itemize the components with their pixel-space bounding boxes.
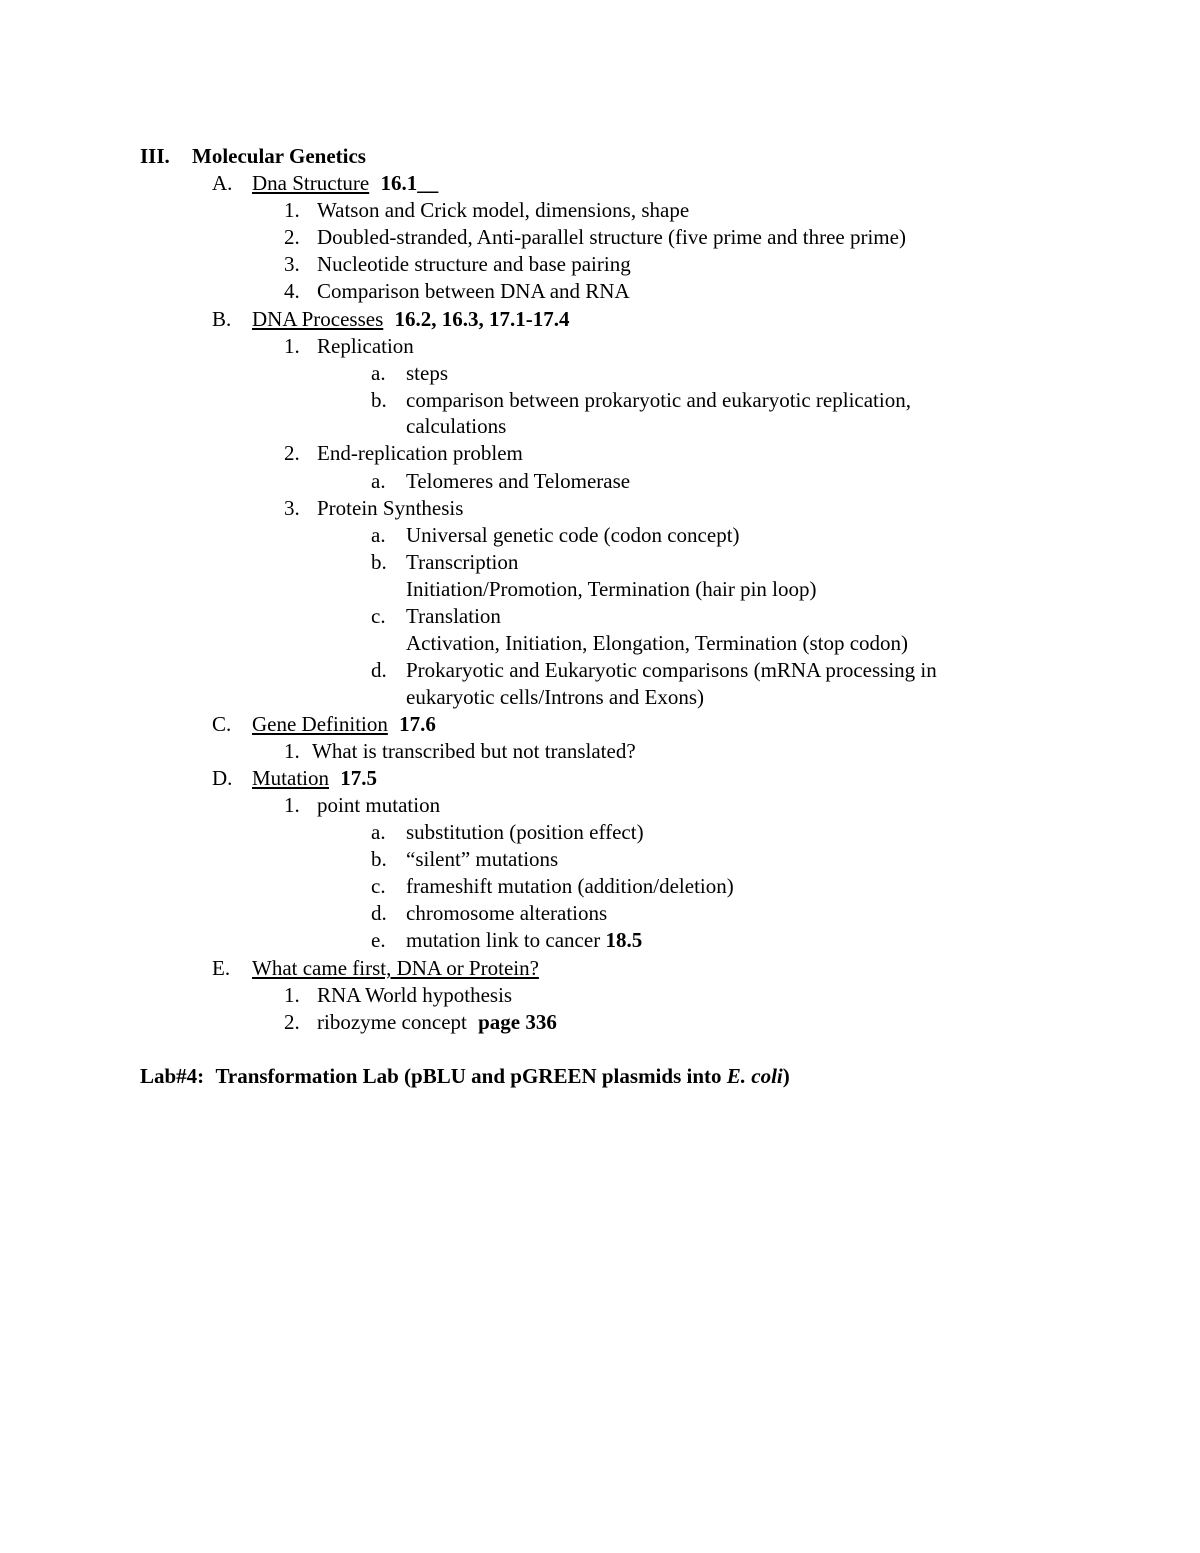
item-text: point mutation [317, 793, 441, 817]
outline-b-subitem [371, 657, 937, 684]
outline-b-item [284, 495, 464, 522]
outline-d-subitem [371, 873, 734, 900]
section-numeral: III. [140, 144, 170, 168]
subitem-marker: b. [371, 550, 387, 574]
section-title: Molecular Genetics [192, 144, 366, 168]
subitem-marker: c. [371, 874, 386, 898]
item-marker: 2. [284, 1010, 300, 1034]
item-marker: 4. [284, 279, 300, 303]
item-marker: 3. [284, 496, 300, 520]
subitem-continuation: eukaryotic cells/Introns and Exons) [406, 685, 704, 709]
item-ref: page 336 [478, 1010, 557, 1034]
subitem-marker: a. [371, 361, 386, 385]
subitem-text: Prokaryotic and Eukaryotic comparisons (mRNA processing in [406, 658, 937, 682]
item-text: ribozyme concept [317, 1010, 467, 1034]
outline-d-heading: Mutation [252, 766, 329, 790]
lab-close: ) [782, 1064, 790, 1088]
outline-d-marker: D. [212, 766, 233, 790]
lab-title: Transformation Lab (pBLU and pGREEN plasmids into [215, 1064, 722, 1088]
outline-b [212, 306, 570, 333]
item-marker: 1. [284, 334, 300, 358]
item-marker: 3. [284, 252, 300, 276]
item-text: RNA World hypothesis [317, 983, 513, 1007]
subitem-marker: a. [371, 820, 386, 844]
outline-c-marker: C. [212, 712, 232, 736]
outline-d-subitem [371, 900, 608, 927]
section-heading [140, 143, 366, 170]
outline-b-ref: 16.2, 16.3, 17.1-17.4 [394, 307, 570, 331]
outline-b-subitem [371, 387, 911, 414]
outline-e [212, 955, 539, 982]
outline-c-heading: Gene Definition [252, 712, 388, 736]
outline-a-item [284, 224, 906, 251]
outline-e-heading: What came first, DNA or Protein? [252, 956, 539, 980]
outline-c-ref: 17.6 [399, 712, 436, 736]
outline-a-heading: Dna Structure [252, 171, 370, 195]
subitem-marker: b. [371, 847, 387, 871]
item-text: Doubled-stranded, Anti-parallel structure (five prime and three prime) [317, 225, 906, 249]
subitem-marker: e. [371, 928, 386, 952]
outline-b-item [284, 333, 414, 360]
outline-a-item [284, 197, 690, 224]
subitem-text: Universal genetic code (codon concept) [406, 523, 740, 547]
item-marker: 1. [284, 198, 300, 222]
outline-b-subitem [371, 549, 519, 576]
outline-e-item [284, 982, 513, 1009]
outline-e-marker: E. [212, 956, 231, 980]
subitem-ref: 18.5 [605, 928, 643, 952]
subitem-marker: a. [371, 523, 386, 547]
subitem-text: Transcription [406, 550, 519, 574]
item-text: Nucleotide structure and base pairing [317, 252, 631, 276]
outline-c [212, 711, 436, 738]
item-marker: 1. [284, 739, 300, 763]
lab-label: Lab#4: [140, 1064, 205, 1088]
subitem-marker: b. [371, 388, 387, 412]
outline-d-ref: 17.5 [340, 766, 377, 790]
subitem-text: Translation [406, 604, 501, 628]
subitem-continuation: Initiation/Promotion, Termination (hair pin loop) [406, 577, 817, 601]
subitem-text: substitution (position effect) [406, 820, 644, 844]
outline-d-item [284, 792, 441, 819]
item-text: Protein Synthesis [317, 496, 464, 520]
outline-b-subitem [371, 522, 740, 549]
outline-b-subitem [371, 468, 631, 495]
item-text: Watson and Crick model, dimensions, shape [317, 198, 690, 222]
item-marker: 1. [284, 983, 300, 1007]
item-marker: 2. [284, 225, 300, 249]
subitem-text: “silent” mutations [406, 847, 559, 871]
subitem-text: Telomeres and Telomerase [406, 469, 631, 493]
subitem-text: chromosome alterations [406, 901, 608, 925]
outline-b-subitem [371, 603, 501, 630]
outline-d-subitem [371, 846, 559, 873]
subitem-marker: d. [371, 901, 387, 925]
outline-a [212, 170, 439, 197]
subitem-marker: c. [371, 604, 386, 628]
subitem-marker: a. [371, 469, 386, 493]
outline-b-subitem [371, 360, 448, 387]
subitem-continuation: Activation, Initiation, Elongation, Termination (stop codon) [406, 631, 909, 655]
subitem-text: comparison between prokaryotic and eukaryotic replication, [406, 388, 911, 412]
outline-d-subitem [371, 927, 643, 954]
outline-a-marker: A. [212, 171, 233, 195]
outline-b-heading: DNA Processes [252, 307, 384, 331]
outline-d [212, 765, 377, 792]
subitem-marker: d. [371, 658, 387, 682]
outline-c-item [284, 738, 636, 765]
outline-d-subitem [371, 819, 644, 846]
outline-a-item [284, 251, 631, 278]
subitem-continuation: calculations [406, 414, 507, 438]
item-text: Replication [317, 334, 414, 358]
subitem-text: mutation link to cancer [406, 928, 601, 952]
lab-heading [140, 1063, 790, 1090]
subitem-text: steps [406, 361, 448, 385]
item-text: End-replication problem [317, 441, 523, 465]
item-text: Comparison between DNA and RNA [317, 279, 630, 303]
outline-a-ref: 16.1__ [380, 171, 439, 195]
lab-organism: E. coli [726, 1064, 783, 1088]
item-marker: 2. [284, 441, 300, 465]
outline-b-item [284, 440, 523, 467]
item-text: What is transcribed but not translated? [312, 739, 636, 763]
subitem-text: frameshift mutation (addition/deletion) [406, 874, 734, 898]
outline-a-item [284, 278, 630, 305]
item-marker: 1. [284, 793, 300, 817]
outline-e-item [284, 1009, 557, 1036]
outline-b-marker: B. [212, 307, 232, 331]
